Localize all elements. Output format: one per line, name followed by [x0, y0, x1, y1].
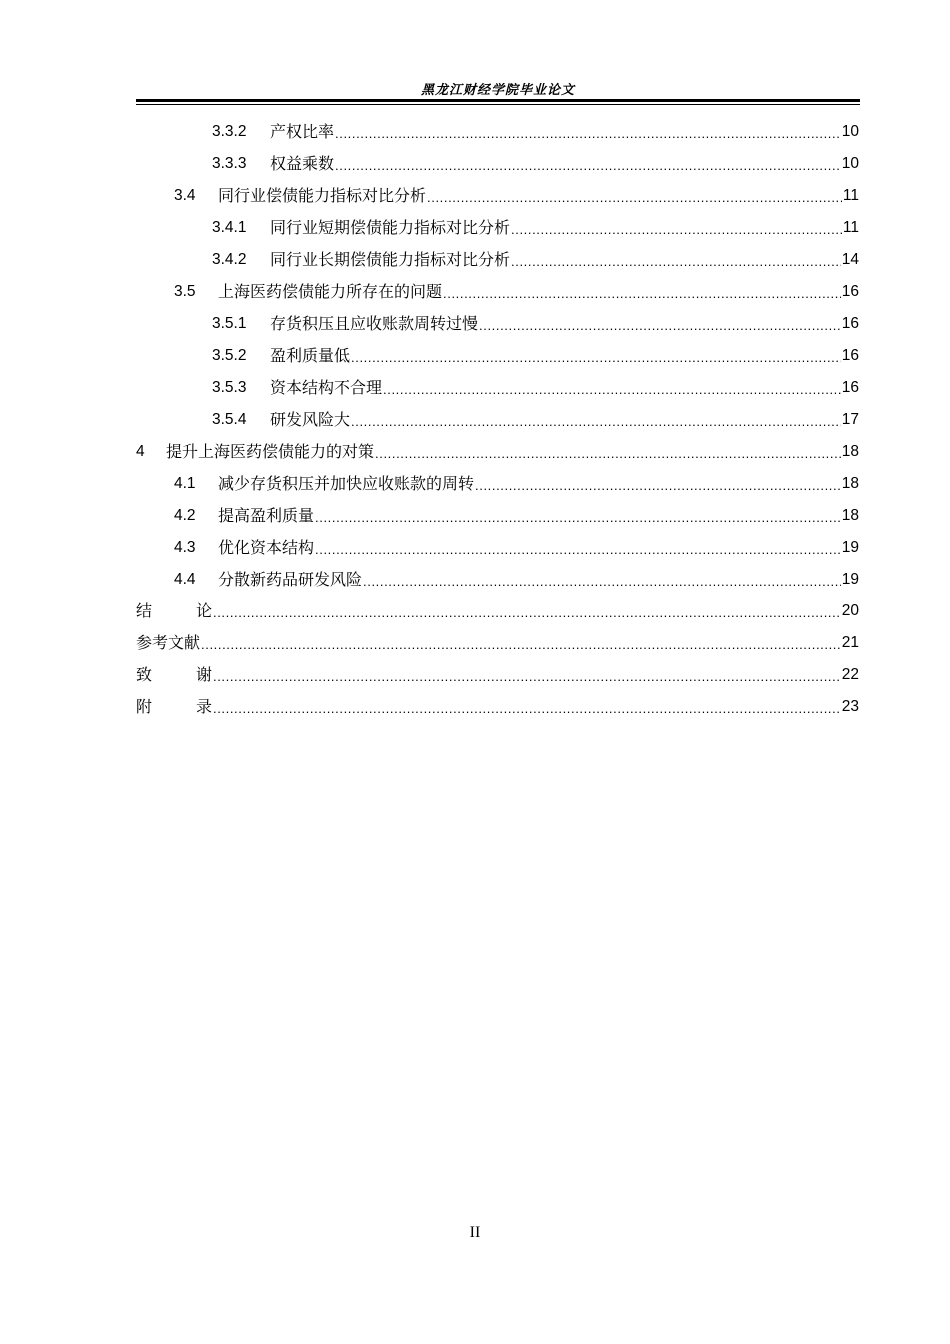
toc-entry-page: 19 — [841, 539, 859, 556]
toc-entry-page: 11 — [842, 187, 859, 204]
toc-entry-label: 资本结构不合理 — [270, 378, 383, 397]
toc-entry-page: 16 — [841, 347, 859, 364]
toc-entry-page: 22 — [841, 666, 859, 683]
dot-leader — [213, 604, 841, 622]
toc-entry-conclusion[interactable] — [136, 600, 859, 622]
toc-entry-label: 优化资本结构 — [218, 538, 315, 557]
toc-entry-number: 3.5.1 — [212, 315, 247, 332]
toc-entry-number: 4.2 — [174, 507, 196, 524]
toc-entry-page: 19 — [841, 571, 859, 588]
toc-entry-page: 23 — [841, 698, 859, 715]
toc-entry[interactable] — [174, 505, 859, 527]
toc-label-char: 附 — [136, 697, 153, 716]
toc-label-char: 论 — [195, 601, 212, 620]
toc-entry-label: 同行业长期偿债能力指标对比分析 — [270, 250, 511, 269]
dot-leader — [315, 509, 841, 527]
toc-entry-label — [136, 664, 212, 686]
toc-entry-label: 存货积压且应收账款周转过慢 — [270, 314, 479, 333]
toc-entry-acknowledgements[interactable] — [136, 664, 859, 686]
toc-label-char: 结 — [136, 601, 153, 620]
toc-entry[interactable] — [174, 473, 859, 495]
toc-entry-label: 同行业短期偿债能力指标对比分析 — [270, 218, 511, 237]
toc-entry-number: 3.5.4 — [212, 411, 247, 428]
toc-entry-number: 3.4 — [174, 187, 196, 204]
dot-leader — [383, 381, 841, 399]
toc-entry[interactable] — [212, 153, 859, 175]
page-number: II — [469, 1224, 481, 1241]
toc-entry-label: 产权比率 — [270, 122, 335, 141]
toc-entry-page: 14 — [841, 251, 859, 268]
toc-entry-number: 3.4.2 — [212, 251, 247, 268]
toc-entry-label: 盈利质量低 — [270, 346, 351, 365]
toc-entry-label — [136, 696, 212, 718]
toc-entry-label: 权益乘数 — [270, 154, 335, 173]
toc-entry-page: 16 — [841, 283, 859, 300]
toc-entry-number: 3.5.3 — [212, 379, 247, 396]
toc-entry-page: 20 — [841, 602, 859, 619]
toc-entry-appendix[interactable] — [136, 696, 859, 718]
running-header-title: 黑龙江财经学院毕业论文 — [420, 83, 575, 98]
toc-entry-page: 18 — [841, 507, 859, 524]
dot-leader — [335, 125, 841, 143]
toc-entry-page: 17 — [841, 411, 859, 428]
toc-entry[interactable] — [174, 569, 859, 591]
toc-entry-number: 4 — [136, 443, 145, 460]
header-rule-thin — [136, 104, 860, 105]
dot-leader — [443, 285, 841, 303]
toc-entry-page: 10 — [841, 155, 859, 172]
dot-leader — [363, 573, 841, 591]
toc-entry-number: 4.1 — [174, 475, 196, 492]
toc-entry-page: 10 — [841, 123, 859, 140]
toc-entry[interactable] — [212, 377, 859, 399]
toc-entry-number: 3.4.1 — [212, 219, 247, 236]
toc-entry-page: 21 — [841, 634, 859, 651]
toc-entry[interactable] — [174, 537, 859, 559]
toc-entry[interactable] — [136, 441, 859, 463]
toc-label-char: 录 — [195, 697, 212, 716]
toc-entry-label: 提高盈利质量 — [218, 506, 315, 525]
toc-entry-page: 18 — [841, 475, 859, 492]
toc-entry[interactable] — [212, 345, 859, 367]
toc-label-char: 谢 — [195, 665, 212, 684]
dot-leader — [375, 445, 841, 463]
toc-entry-label: 参考文献 — [136, 633, 201, 652]
toc-entry-label: 研发风险大 — [270, 410, 351, 429]
toc-entry[interactable] — [212, 409, 859, 431]
toc-entry-page: 16 — [841, 379, 859, 396]
dot-leader — [351, 413, 841, 431]
dot-leader — [335, 157, 841, 175]
dot-leader — [315, 541, 841, 559]
toc-entry-number: 3.3.2 — [212, 123, 247, 140]
dot-leader — [511, 253, 841, 271]
toc-entry-label: 分散新药品研发风险 — [218, 570, 363, 589]
toc-entry-number: 3.3.3 — [212, 155, 247, 172]
toc-entry-label: 同行业偿债能力指标对比分析 — [218, 186, 427, 205]
toc-entry-label: 上海医药偿债能力所存在的问题 — [218, 282, 443, 301]
toc-entry-number: 3.5 — [174, 283, 196, 300]
toc-entry-label: 提升上海医药偿债能力的对策 — [166, 442, 375, 461]
toc-entry[interactable] — [212, 121, 859, 143]
toc-entry-number: 4.4 — [174, 571, 196, 588]
toc-entry[interactable] — [212, 249, 859, 271]
dot-leader — [213, 668, 841, 686]
toc-entry[interactable] — [212, 217, 859, 239]
toc-entry[interactable] — [174, 185, 859, 207]
dot-leader — [351, 349, 841, 367]
dot-leader — [479, 317, 841, 335]
toc-entry-references[interactable] — [136, 632, 859, 654]
toc-entry[interactable] — [174, 281, 859, 303]
toc-entry-label: 减少存货积压并加快应收账款的周转 — [218, 474, 475, 493]
dot-leader — [213, 700, 841, 718]
dot-leader — [201, 636, 841, 654]
toc-entry-page: 16 — [841, 315, 859, 332]
toc-entry-number: 4.3 — [174, 539, 196, 556]
toc-entry[interactable] — [212, 313, 859, 335]
dot-leader — [475, 477, 841, 495]
toc-entry-label — [136, 600, 212, 622]
dot-leader — [511, 221, 842, 239]
dot-leader — [427, 189, 842, 207]
header-rule-thick — [136, 99, 860, 102]
toc-entry-number: 3.5.2 — [212, 347, 247, 364]
toc-label-char: 致 — [136, 665, 153, 684]
toc-entry-page: 11 — [842, 219, 859, 236]
toc-entry-page: 18 — [841, 443, 859, 460]
